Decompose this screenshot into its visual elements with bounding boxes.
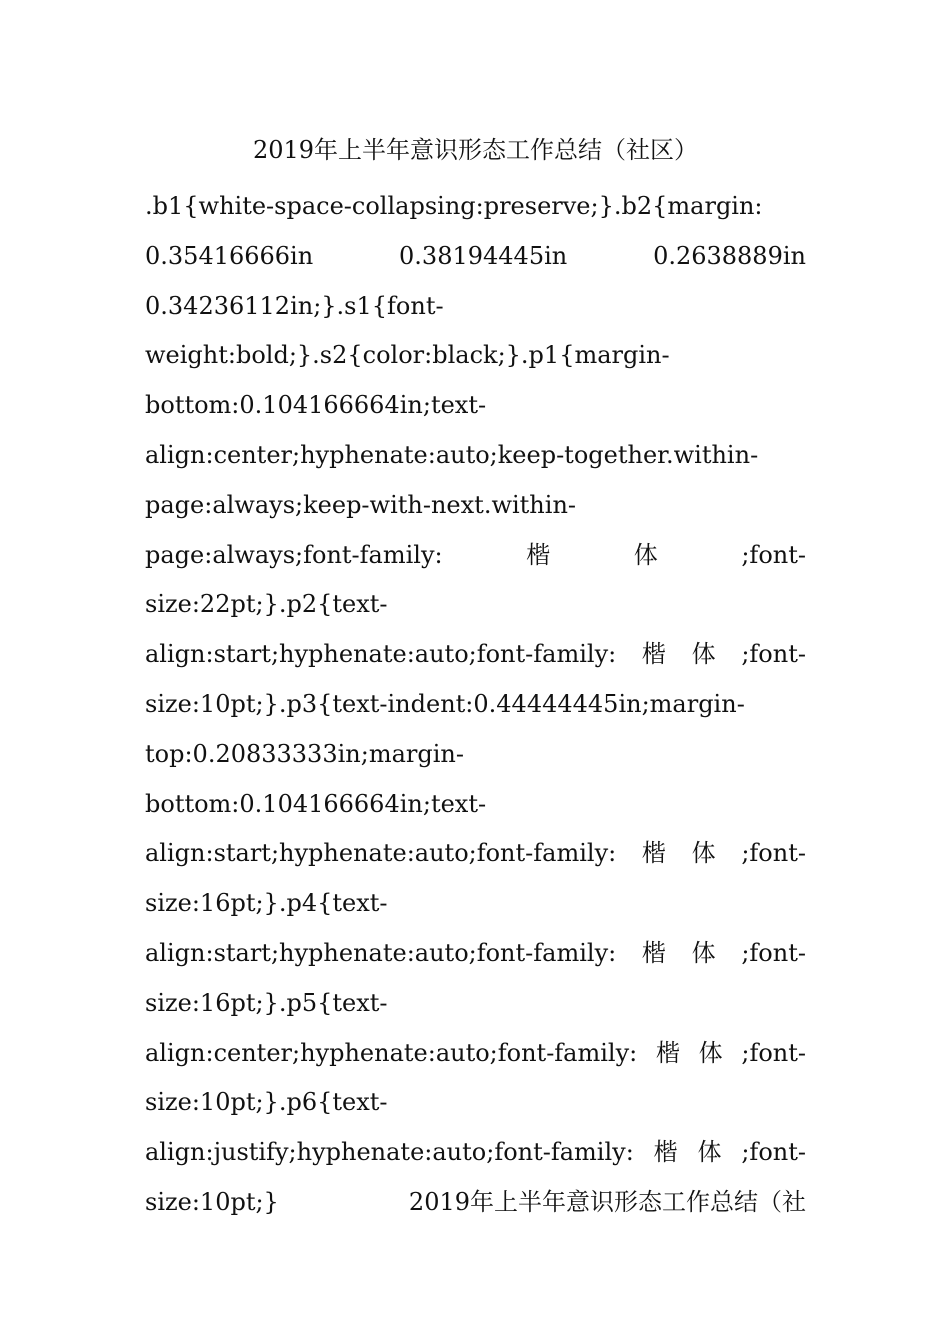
text-fragment: 体 xyxy=(691,640,716,669)
text-fragment: 体 xyxy=(698,1038,723,1067)
text-fragment: ;font- xyxy=(741,1038,806,1067)
text-line: size:16pt;}.p4{text- xyxy=(145,889,388,918)
text-fragment: ;font- xyxy=(741,938,806,967)
text-line: align:center;hyphenate:auto;keep-together.within- xyxy=(145,440,759,469)
text-line xyxy=(145,232,806,282)
text-line xyxy=(145,630,806,680)
text-fragment: 0 xyxy=(145,291,161,320)
document-body xyxy=(145,182,806,1228)
text-fragment: 体 xyxy=(697,1138,722,1167)
text-fragment: .34236112in;}.s1{font- xyxy=(160,291,444,320)
text-fragment: ;font- xyxy=(741,540,806,569)
text-line xyxy=(145,1029,806,1079)
text-fragment: 楷 xyxy=(641,640,666,669)
text-fragment: align:start;hyphenate:auto;font-family: xyxy=(145,640,617,669)
text-fragment: 体 xyxy=(691,839,716,868)
text-line xyxy=(145,929,806,979)
text-fragment: align:start;hyphenate:auto;font-family: xyxy=(145,938,617,967)
text-line: size:22pt;}.p2{text- xyxy=(145,590,388,619)
text-line: size:10pt;}.p3{text-indent:0.44444445in;margin- xyxy=(145,689,745,718)
text-fragment: ;font- xyxy=(741,640,806,669)
text-line xyxy=(145,1178,806,1228)
text-line xyxy=(145,282,806,332)
text-line: size:16pt;}.p5{text- xyxy=(145,988,388,1017)
text-line: size:10pt;}.p6{text- xyxy=(145,1088,388,1117)
text-line xyxy=(145,829,806,879)
text-fragment: align:center;hyphenate:auto;font-family: xyxy=(145,1038,638,1067)
text-fragment: 0.2638889in xyxy=(653,241,806,270)
text-fragment: align:justify;hyphenate:auto;font-family: xyxy=(145,1138,634,1167)
text-line: page:always;keep-with-next.within- xyxy=(145,490,577,519)
text-fragment: 2019年上半年意识形态工作总结（社 xyxy=(408,1187,806,1216)
document-title: 2019年上半年意识形态工作总结（社区） xyxy=(252,136,699,164)
text-fragment: ;font- xyxy=(741,1138,806,1167)
text-fragment: 楷 xyxy=(641,938,666,967)
text-line: top:0.20833333in;margin- xyxy=(145,739,464,768)
text-fragment: page:always;font-family: xyxy=(145,540,443,569)
text-fragment: 体 xyxy=(633,540,658,569)
text-fragment: 体 xyxy=(691,938,716,967)
text-line xyxy=(145,1128,806,1178)
text-line: bottom:0.104166664in;text- xyxy=(145,391,487,420)
text-fragment: 楷 xyxy=(526,540,551,569)
text-line: .b1{white-space-collapsing:preserve;}.b2{margin: xyxy=(145,192,763,220)
text-fragment: 楷 xyxy=(641,839,666,868)
text-fragment: 楷 xyxy=(653,1138,678,1167)
text-fragment: align:start;hyphenate:auto;font-family: xyxy=(145,839,617,868)
text-fragment: 0.38194445in xyxy=(399,241,568,270)
text-line: weight:bold;}.s2{color:black;}.p1{margin- xyxy=(145,341,670,370)
text-line xyxy=(145,531,806,581)
text-fragment: 0.35416666in xyxy=(145,241,314,270)
text-fragment: 楷 xyxy=(655,1038,680,1067)
text-fragment: size:10pt;} xyxy=(145,1187,279,1216)
text-fragment: ;font- xyxy=(741,839,806,868)
text-line: bottom:0.104166664in;text- xyxy=(145,789,487,818)
